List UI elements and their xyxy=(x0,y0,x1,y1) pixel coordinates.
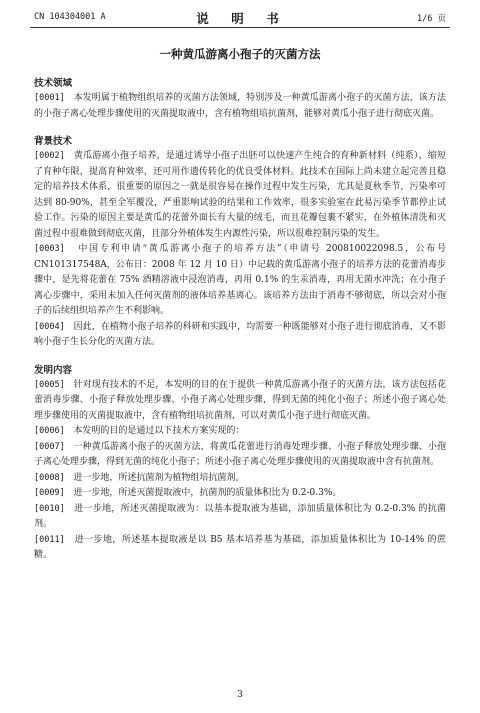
document-body xyxy=(34,46,446,564)
paragraph xyxy=(34,440,446,471)
paragraph-text: 进一步地，所述基本提取液是以 B5 基本培养基为基础，添加质量体积比为 10-14% 的蔗糖。 xyxy=(34,534,446,560)
paragraph-number: [0011] xyxy=(34,534,65,545)
paragraph-text: 进一步地，所述灭菌提取液中，抗菌剂的质量体积比为 0.2-0.3%。 xyxy=(73,488,342,498)
paragraph xyxy=(34,378,446,425)
paragraph-number: [0008] xyxy=(34,472,65,483)
paragraph-text: 黄瓜游离小孢子培养，是通过诱导小孢子出胚可以快速产生纯合的育种新材料（纯系），缩短了育种年限，提高育种效率，还可用作遗传转化的优良受体材料。此技术在国际上尚未建立起完善且稳定的培养技术体系，很重要的原因之一就是很容易在操作过程中发生污染，尤其是夏秋季节，污染率可达到 80-90%，甚至全军覆没，严重影响试验的结果和工作效率，很多实验室在此易污染季节都停止试验工作。污染的原因主要是黄瓜的花蕾外面长有大量的绒毛，而且花瓣包裹不紧实，在外植体清洗和灭菌过程中很难做到彻底灭菌，且部分外植体发生内源性污染，所以很难控制污染的发生。 xyxy=(34,151,446,239)
header-rule xyxy=(30,27,450,28)
paragraph-text: 因此，在植物小孢子培养的科研和实践中，均需要一种既能够对小孢子进行彻底消毒，又不影响小孢子生长分化的灭菌方法。 xyxy=(34,321,446,347)
paragraph xyxy=(34,502,446,533)
paragraph xyxy=(34,471,446,487)
doc-type: 说 明 书 xyxy=(196,11,284,26)
paragraph-text: 一种黄瓜游离小孢子的灭菌方法，将黄瓜花蕾进行消毒处理步骤、小孢子释放处理步骤、小孢子离心处理步骤，得到无菌的纯化小孢子；所述小孢子离心处理步骤使用的灭菌提取液中含有抗菌剂。 xyxy=(34,441,446,467)
paragraph xyxy=(34,424,446,440)
sections xyxy=(34,76,446,564)
paragraph-text: 进一步地，所述抗菌剂为植物组培抗菌剂。 xyxy=(73,472,245,483)
page-number: 3 xyxy=(237,690,243,700)
paragraph-text: 进一步地，所述灭菌提取液为：以基本提取液为基础，添加质量体积比为 0.2-0.3% 的抗菌剂。 xyxy=(34,503,446,529)
section-gap xyxy=(34,122,446,134)
paragraph xyxy=(34,149,446,242)
section-heading: 背景技术 xyxy=(34,136,73,147)
paragraph-text: 本发明的目的是通过以下技术方案实现的： xyxy=(73,426,245,436)
paragraph-number: [0007] xyxy=(34,441,65,452)
page-header xyxy=(34,10,446,24)
section-gap xyxy=(34,351,446,363)
paragraph-text: 本发明属于植物组织培养的灭菌方法领域，特别涉及一种黄瓜游离小孢子的灭菌方法，该方法的小孢子离心处理步骤使用的灭菌提取液中，含有植物组培抗菌剂，能够对黄瓜小孢子进行彻底灭菌。 xyxy=(34,93,446,119)
document-title: 一种黄瓜游离小孢子的灭菌方法 xyxy=(159,47,321,61)
section-heading: 技术领域 xyxy=(34,78,73,89)
section-heading: 发明内容 xyxy=(34,364,73,376)
paragraph-text: 针对现有技术的不足，本发明的目的在于提供一种黄瓜游离小孢子的灭菌方法，该方法包括花蕾消毒步骤、小孢子释放处理步骤、小孢子离心处理步骤，得到无菌的纯化小孢子；所述小孢子离心处理步骤使用的灭菌提取液中，含有植物组培抗菌剂，可以对黄瓜小孢子进行彻底灭菌。 xyxy=(34,379,446,421)
paragraph-number: [0010] xyxy=(34,503,65,514)
paragraph-number: [0003] xyxy=(34,244,65,254)
paragraph-text: 中国专利申请“黄瓜游离小孢子的培养方法”（申请号 200810022098.5，公布号CN101317548A，公布日：2008 年 12 月 10 日）中记载的黄瓜游离小孢子的培养方法的花蕾消毒步骤中，是先将花蕾在 75% 酒精溶液中浸泡消毒，再用 0.1% 的生汞消毒，再用无菌水冲洗；在小孢子离心步骤中，采用未加入任何灭菌剂的液体培养基离心。该培养方法由于消毒不够彻底，所以会对小孢子的后续组织培养产生不利影响。 xyxy=(34,244,446,316)
paragraph-number: [0009] xyxy=(34,488,65,498)
paragraph-number: [0006] xyxy=(34,426,65,436)
paragraph-number: [0001] xyxy=(34,93,65,103)
paragraph xyxy=(34,486,446,502)
paragraph xyxy=(34,533,446,564)
paragraph xyxy=(34,320,446,351)
doc-number: CN 104304001 A xyxy=(34,12,106,22)
paragraph-number: [0004] xyxy=(34,321,65,332)
paragraph-number: [0002] xyxy=(34,151,65,161)
paragraph-number: [0005] xyxy=(34,379,65,390)
paragraph xyxy=(34,91,446,122)
page-of: 1/6 页 xyxy=(417,14,446,24)
paragraph xyxy=(34,242,446,320)
